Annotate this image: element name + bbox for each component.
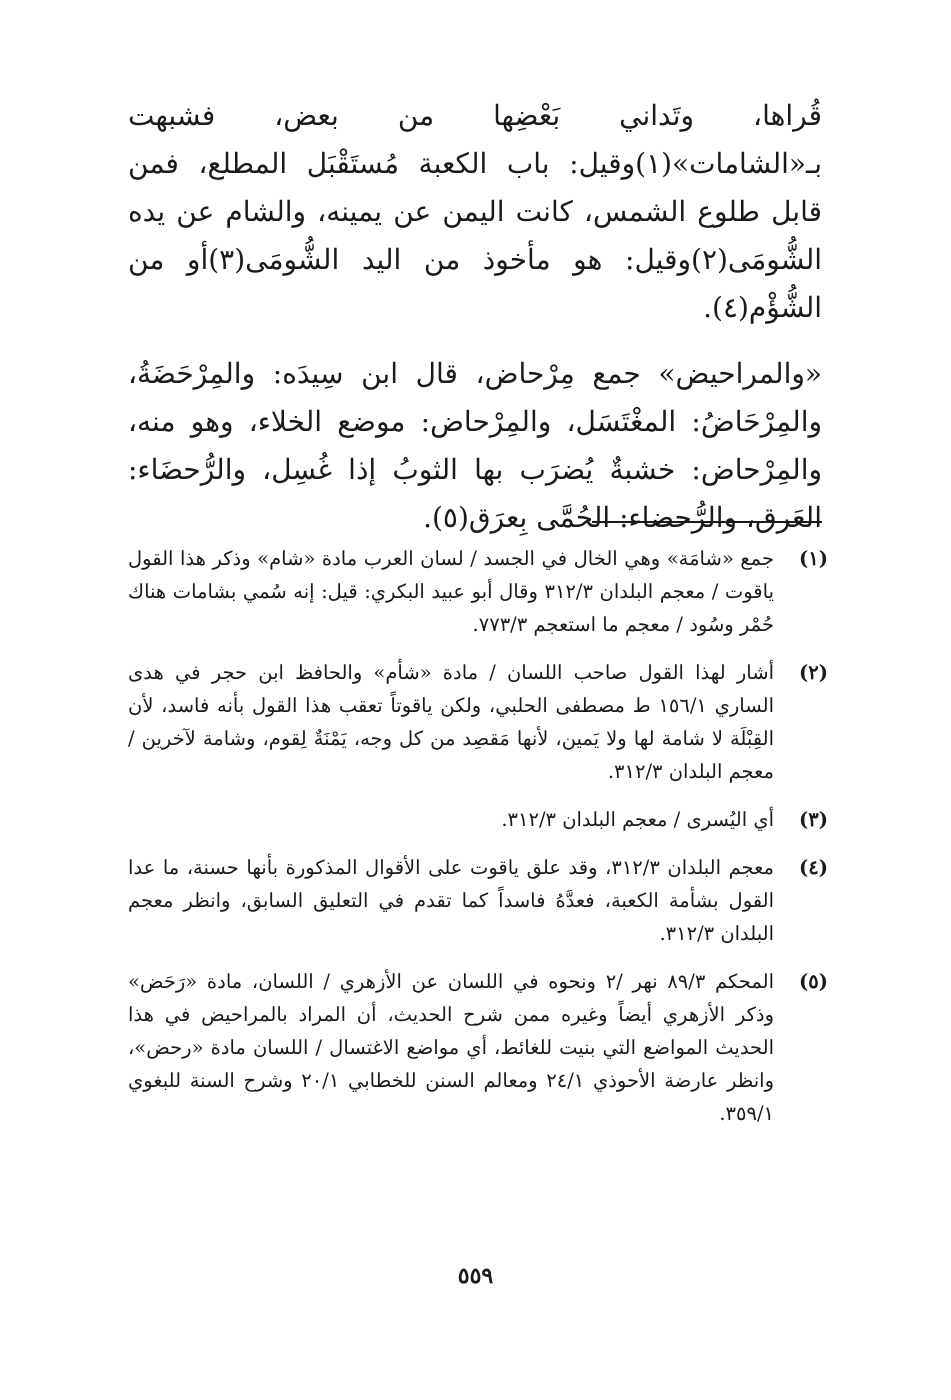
- main-paragraph-2: «والمراحيض» جمع مِرْحاض، قال ابن سِيدَه: والمِرْحَضَةُ، والمِرْحَاضُ: المغْتَسَل، والمِرْحاض: موضع الخلاء، وهو منه، والمِرْحاض: خشبةٌ يُضرَب بها الثوبُ إذا غُسِل، والرُّحضَاء: العَرق، والرُّحضاء: الحُمَّى بِعرَق(٥).: [128, 357, 822, 534]
- footnote-number: (١): [799, 547, 828, 570]
- footnote-text: أي اليُسرى / معجم البلدان ٣١٢/٣.: [501, 808, 774, 831]
- main-text: [128, 92, 822, 560]
- footnote-4: [128, 851, 828, 950]
- footnote-text: أشار لهذا القول صاحب اللسان / مادة «شأم» والحافظ ابن حجر في هدى الساري ١٥٦/١ ط مصطفى الحلبي، ولكن ياقوتاً تعقب هذا القول بأنه فاسد، لأن القِبْلَة لا شامة لها ولا يَمين، لأنها مَقصِد من كل وجه، يَمْنَةٌ لِقوم، وشامة لآخرين / معجم البلدان ٣١٢/٣.: [128, 661, 775, 783]
- footnote-2: [128, 656, 828, 788]
- footnote-number: (٤): [799, 856, 828, 879]
- page-number: ٥٥٩: [457, 1263, 494, 1289]
- footnote-1: [128, 542, 828, 641]
- footnote-text: المحكم ٨٩/٣ نهر /٢ ونحوه في اللسان عن الأزهري / اللسان، مادة «رَحَض» وذكر الأزهري أيضاً وغيره ممن شرح الحديث، أن المراد بالمراحيض في هذا الحديث المواضع التي بنيت للغائط، أي مواضع الاغتسال / اللسان مادة «رحض»، وانظر عارضة الأحوذي ٢٤/١ ومعالم السنن للخطابي ٢٠/١ وشرح السنة للبغوي ٣٥٩/١.: [128, 970, 774, 1125]
- footnote-text: معجم البلدان ٣١٢/٣، وقد علق ياقوت على الأقوال المذكورة بأنها حسنة، ما عدا القول بشأمة الكعبة، فعدَّهُ فاسداً كما تقدم في التعليق السابق، وانظر معجم البلدان ٣١٢/٣.: [128, 856, 774, 945]
- footnote-number: (٥): [799, 970, 828, 993]
- footnote-number: (٣): [799, 808, 828, 831]
- footnote-3: [128, 803, 828, 836]
- footnotes: [128, 542, 828, 1145]
- footnote-number: (٢): [799, 661, 828, 684]
- footnote-text: جمع «شامَة» وهي الخال في الجسد / لسان العرب مادة «شام» وذكر هذا القول ياقوت / معجم البلدان ٣١٢/٣ وقال أبو عبيد البكري: قيل: إنه سُمي بشامات هناك حُمْر وسُود / معجم ما استعجم ٧٧٣/٣.: [128, 547, 774, 636]
- footnote-5: [128, 965, 828, 1130]
- footnote-separator: [592, 521, 822, 523]
- main-paragraph-1: قُراها، وتَداني بَعْضِها من بعض، فشبهت بـ«الشامات»(١)وقيل: باب الكعبة مُستَقْبَل المطلع، فمن قابل طلوع الشمس، كانت اليمن عن يمينه، والشام عن يده الشُّومَى(٢)وقيل: هو مأخوذ من اليد الشُّومَى(٣)أو من الشُّؤْم(٤).: [128, 99, 822, 324]
